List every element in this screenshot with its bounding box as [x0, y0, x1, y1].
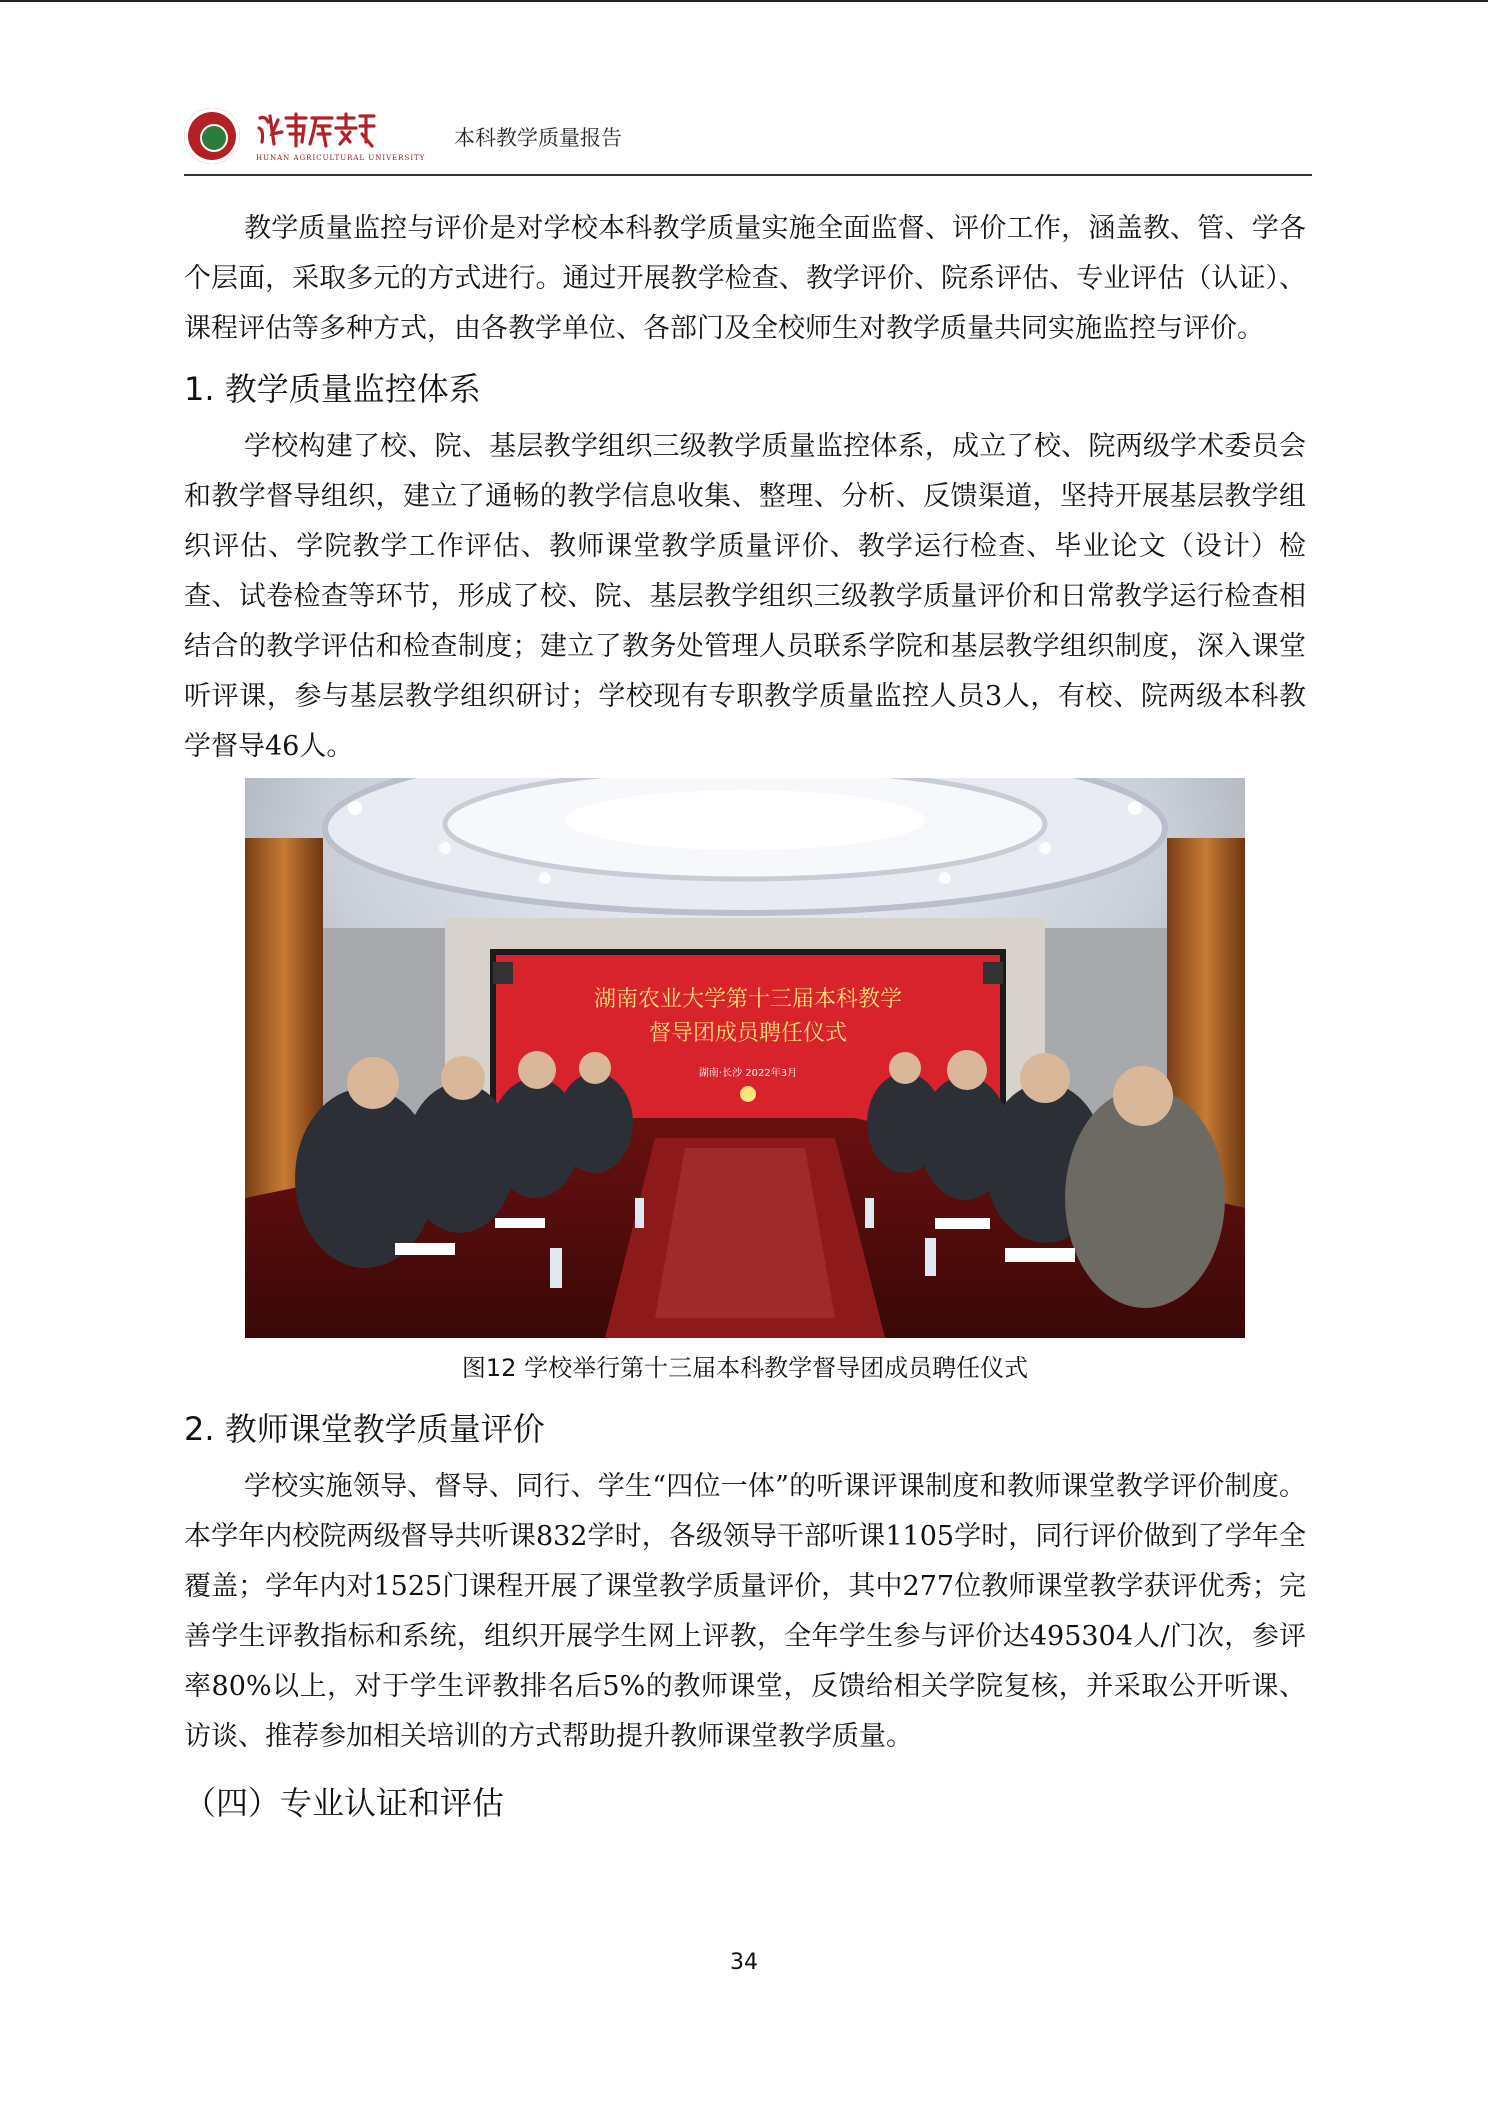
screen-subtitle: 湖南·长沙 2022年3月 — [698, 1068, 798, 1079]
section-1-heading: 1. 教学质量监控体系 — [184, 370, 481, 408]
section-3-heading: （四）专业认证和评估 — [184, 1784, 505, 1822]
figure-caption: 图12 学校举行第十三届本科教学督导团成员聘任仪式 — [461, 1354, 1029, 1382]
university-logo-calligraphy — [256, 112, 378, 148]
page-top-border — [0, 0, 1488, 2]
university-english-name: HUNAN AGRICULTURAL UNIVERSITY — [256, 154, 426, 162]
screen-title-line-2: 督导团成员聘任仪式 — [648, 1021, 848, 1046]
page-content — [184, 204, 1306, 1838]
section-1-paragraph: 学校构建了校、院、基层教学组织三级教学质量监控体系，成立了校、院两级学术委员会和教学督导组织，建立了通畅的教学信息收集、整理、分析、反馈渠道，坚持开展基层教学组织评估、学院教学工作评估、教师课堂教学质量评价、教学运行检查、毕业论文（设计）检查、试卷检查等环节，形成了校、院、基层教学组织三级教学质量评价和日常教学运行检查相结合的教学评估和检查制度；建立了教务处管理人员联系学院和基层教学组织制度，深入课堂听评课，参与基层教学组织研讨；学校现有专职教学质量监控人员3人，有校、院两级本科教学督导46人。 — [184, 431, 1306, 762]
ceremony-photo — [245, 778, 1245, 1338]
screen-title-line-1: 湖南农业大学第十三届本科教学 — [593, 987, 903, 1012]
section-2-heading: 2. 教师课堂教学质量评价 — [184, 1410, 545, 1448]
intro-paragraph: 教学质量监控与评价是对学校本科教学质量实施全面监督、评价工作，涵盖教、管、学各个层面，采取多元的方式进行。通过开展教学检查、教学评价、院系评估、专业评估（认证）、课程评估等多种方式，由各教学单位、各部门及全校师生对教学质量共同实施监控与评价。 — [184, 213, 1306, 344]
section-2-paragraph: 学校实施领导、督导、同行、学生“四位一体”的听课评课制度和教师课堂教学评价制度。本学年内校院两级督导共听课832学时，各级领导干部听课1105学时，同行评价做到了学年全覆盖；学年内对1525门课程开展了课堂教学质量评价，其中277位教师课堂教学获评优秀；完善学生评教指标和系统，组织开展学生网上评教，全年学生参与评价达495304人/门次，参评率80%以上，对于学生评教排名后5%的教师课堂，反馈给相关学院复核，并采取公开听课、访谈、推荐参加相关培训的方式帮助提升教师课堂教学质量。 — [184, 1471, 1306, 1752]
page-number: 34 — [730, 1950, 758, 1975]
report-title: 本科教学质量报告 — [454, 126, 622, 150]
university-seal-icon — [184, 108, 240, 164]
page-header — [184, 104, 1312, 176]
